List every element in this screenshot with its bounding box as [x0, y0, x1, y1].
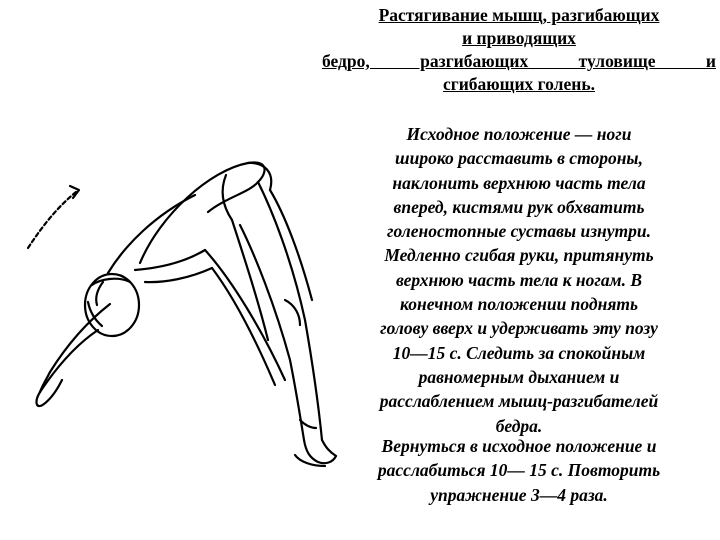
instruction-line: голеностопные суставы изнутри. [386, 221, 651, 242]
motion-arrow-icon [28, 186, 79, 248]
head-icon [85, 274, 139, 336]
exercise-title [322, 4, 716, 96]
title-line: бедро, разгибающих туловище и [322, 51, 716, 71]
instruction-line: равномерным дыханием и [418, 366, 620, 387]
instruction-line: наклонить верхнюю часть тела [392, 172, 646, 193]
instruction-line: вперед, кистями рук обхватить [393, 196, 645, 217]
title-line: Растягивание мышц, разгибающих [378, 5, 660, 25]
instruction-line: верхнюю часть тела к ногам. В [396, 269, 642, 290]
instruction-line: 10—15 с. Следить за спокойным [392, 342, 646, 363]
final-line: расслабиться 10— 15 с. Повторить [377, 460, 661, 481]
final-line: упражнение 3—4 раза. [430, 484, 608, 505]
title-line: и приводящих [462, 28, 576, 48]
instruction-line: голову вверх и удерживать эту позу [380, 318, 658, 339]
instruction-line: расслаблением мышц-разгибателей [379, 391, 659, 412]
exercise-instructions [322, 122, 716, 438]
instruction-line: Исходное положение — ноги [406, 124, 632, 144]
stretching-figure-illustration [0, 150, 345, 480]
instruction-line: широко расставить в стороны, [395, 148, 643, 169]
exercise-final-instructions [322, 434, 716, 507]
instruction-line: конечном положении поднять [400, 294, 638, 315]
final-line: Вернуться в исходное положение и [381, 436, 657, 456]
title-line: сгибающих голень. [443, 74, 595, 94]
instruction-line: бедра. [495, 415, 543, 436]
instruction-line: Медленно сгибая руки, притянуть [384, 245, 654, 266]
